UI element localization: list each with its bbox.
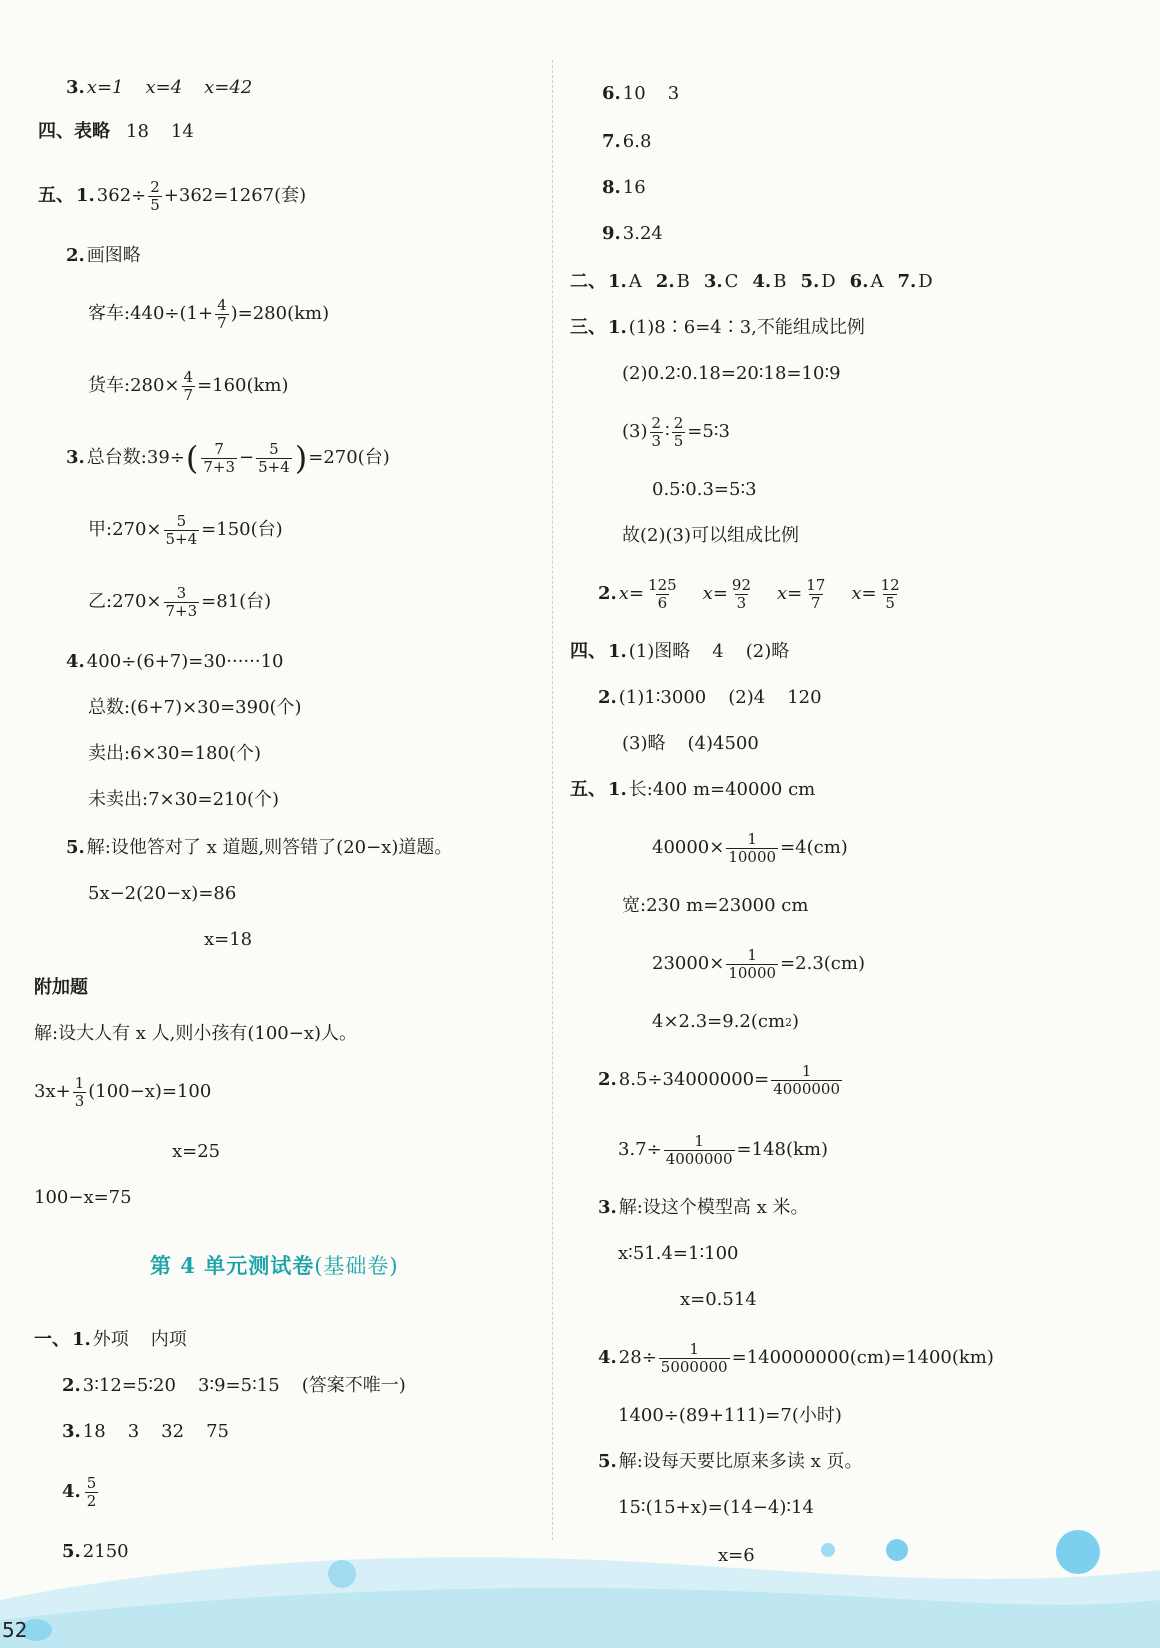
answer-line: x=25: [172, 1141, 221, 1162]
column-divider: [552, 60, 553, 1540]
answer-line: 总数:(6+7)×30=390(个): [88, 697, 302, 718]
answer-line: 8. 16: [602, 177, 646, 198]
answer-line: 甲:270× $\frac{5}{5+4}$ =150(台): [88, 511, 283, 548]
answer-line: 3. 解:设这个模型高 x 米。: [598, 1197, 809, 1218]
answer-line: 解:设大人有 x 人,则小孩有(100−x)人。: [34, 1023, 358, 1044]
answer-line: 4. $\frac{5}{2}$: [62, 1473, 97, 1510]
answer-line: 6. 10 3: [602, 83, 680, 104]
answer-line: 2. (1)1∶3000 (2)4 120: [598, 687, 822, 708]
answer-line: 客车:440÷(1+ $\frac{4}{7}$ )=280(km): [88, 295, 330, 332]
answer-line: 2. x= $\frac{125}{6}$ x= $\frac{92}{3}$ x= $\frac{17}{7}$ x= $\frac{12}{5}$: [598, 575, 900, 612]
answer-line: 2. 画图略: [66, 245, 141, 266]
bubble-decoration: [1056, 1530, 1100, 1574]
answer-line: (3)略 (4)4500: [622, 733, 759, 754]
answer-line: 5. 解:设每天要比原来多读 x 页。: [598, 1451, 863, 1472]
answer-line: 二、 1. A 2. B 3. C 4. B 5. D 6. A 7. D: [570, 271, 933, 292]
answer-line: 7. 6.8: [602, 131, 652, 152]
section-title: 第 4 单元测试卷(基础卷): [150, 1253, 399, 1278]
answer-line: 40000× $\frac{1}{10000}$ =4(cm): [652, 829, 848, 866]
answer-line: 3.7÷ $\frac{1}{4000000}$ =148(km): [618, 1131, 828, 1168]
page-number: 52: [2, 1618, 28, 1642]
answer-line: 23000× $\frac{1}{10000}$ =2.3(cm): [652, 945, 865, 982]
answer-line: 故(2)(3)可以组成比例: [622, 525, 799, 546]
answer-line: 卖出:6×30=180(个): [88, 743, 261, 764]
answer-line: 3. 总台数:39÷ ( $\frac{7}{7+3}$ − $\frac{5}{5+4}$ ) =270(台): [66, 439, 390, 477]
bubble-decoration: [821, 1543, 835, 1557]
answer-line: 0.5∶0.3=5∶3: [652, 479, 757, 500]
answer-line: 宽:230 m=23000 cm: [622, 895, 809, 916]
answer-line: 1400÷(89+111)=7(小时): [618, 1405, 842, 1426]
answer-line: 4. 400÷(6+7)=30······10: [66, 651, 284, 672]
answer-line: 9. 3.24: [602, 223, 663, 244]
answer-line: 3. 18 3 32 75: [62, 1421, 229, 1442]
answer-line: 货车:280× $\frac{4}{7}$ =160(km): [88, 367, 289, 404]
answer-line: 一、 1. 外项 内项: [34, 1329, 187, 1350]
answer-line: x∶51.4=1∶100: [618, 1243, 739, 1264]
answer-line: 5x−2(20−x)=86: [88, 883, 237, 904]
answer-line: 15∶(15+x)=(14−4)∶14: [618, 1497, 814, 1518]
footer-wave: [0, 1520, 1160, 1648]
answer-line: 4×2.3=9.2(cm 2 ): [652, 1011, 800, 1032]
section-heading: 附加题: [34, 977, 88, 998]
answer-line: 未卖出:7×30=210(个): [88, 789, 279, 810]
answer-line: x=0.514: [680, 1289, 757, 1310]
answer-line: 4. 28÷ $\frac{1}{5000000}$ =140000000(cm)=1400(km): [598, 1339, 994, 1376]
answer-line: 乙:270× $\frac{3}{7+3}$ =81(台): [88, 583, 272, 620]
answer-line: 5. 解:设他答对了 x 道题,则答错了(20−x)道题。: [66, 837, 453, 858]
answer-line: (3) $\frac{2}{3}$ ∶ $\frac{2}{5}$ =5∶3: [622, 413, 730, 450]
answer-line: 2. 3∶12=5∶20 3∶9=5∶15 (答案不唯一): [62, 1375, 406, 1396]
answer-line: 四、表略 18 14: [38, 121, 194, 142]
bubble-decoration: [886, 1539, 908, 1561]
answer-line: (2)0.2∶0.18=20∶18=10∶9: [622, 363, 841, 384]
answer-line: x=6: [718, 1545, 755, 1566]
answer-line: 五、 1. 362÷ $\frac{2}{5}$ +362=1267(套): [38, 177, 307, 214]
answer-line: 3. x=1 x=4 x=42: [66, 77, 253, 98]
answer-line: 四、 1. (1)图略 4 (2)略: [570, 641, 790, 662]
answer-line: 5. 2150: [62, 1541, 129, 1562]
answer-line: 五、 1. 长:400 m=40000 cm: [570, 779, 816, 800]
answer-line: 三、 1. (1)8∶6=4∶3,不能组成比例: [570, 317, 865, 338]
answer-line: 3x+ $\frac{1}{3}$ (100−x)=100: [34, 1073, 212, 1110]
answer-line: 2. 8.5÷34000000= $\frac{1}{4000000}$: [598, 1061, 841, 1098]
bubble-decoration: [328, 1560, 356, 1588]
answer-line: x=18: [204, 929, 253, 950]
answer-line: 100−x=75: [34, 1187, 132, 1208]
